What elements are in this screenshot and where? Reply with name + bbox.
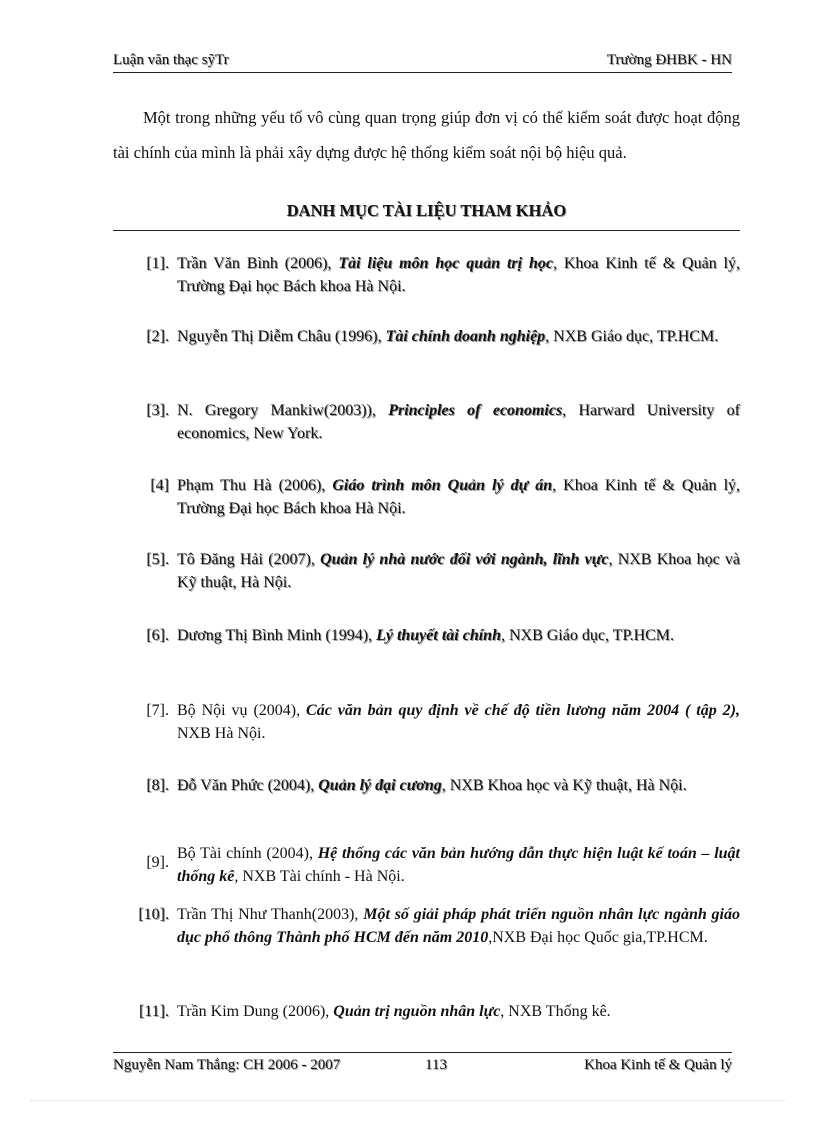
reference-author: N. Gregory Mankiw(2003)),: [177, 402, 389, 419]
page-bottom-divider: [30, 1100, 786, 1101]
reference-title: Quản lý đại cương: [318, 777, 442, 794]
reference-number: [2].: [146, 328, 169, 345]
reference-number: [10].: [138, 906, 169, 923]
reference-number: [6].: [146, 627, 169, 644]
reference-author: Phạm Thu Hà (2006),: [177, 477, 333, 494]
reference-title: Các văn bản quy định về chế độ tiền lương năm 2004 ( tập 2),: [306, 702, 740, 719]
reference-title: Tài liệu môn học quản trị học: [338, 255, 553, 272]
reference-number: [8].: [146, 777, 169, 794]
reference-title: Principles of economics: [388, 402, 563, 419]
reference-title: Tài chính doanh nghiệp: [385, 328, 546, 345]
reference-number: [1].: [146, 255, 169, 272]
reference-author: Dương Thị Bình Minh (1994),: [177, 627, 377, 644]
reference-title: Lý thuyết tài chính: [376, 627, 501, 644]
reference-number: [3].: [146, 402, 169, 419]
reference-number: [11].: [138, 1003, 169, 1020]
reference-publisher: , Khoa Kinh tế & Quản lý, Trường Đại học Bách khoa Hà Nội.: [177, 255, 741, 295]
footer-author: Nguyễn Nam Thắng: CH 2006 - 2007: [113, 1057, 341, 1073]
reference-publisher: , NXB Thống kê.: [500, 1003, 611, 1020]
reference-publisher: , NXB Khoa học và Kỹ thuật, Hà Nội.: [441, 777, 687, 794]
reference-author: Trần Thị Như Thanh(2003),: [177, 906, 364, 923]
reference-author: Tô Đăng Hải (2007),: [177, 551, 321, 568]
reference-publisher: , NXB Tài chính - Hà Nội.: [234, 868, 405, 885]
reference-title: Quản lý nhà nước đối với ngành, lĩnh vực: [320, 551, 609, 568]
footer-faculty: Khoa Kinh tế & Quản lý: [584, 1057, 732, 1073]
reference-publisher: ,NXB Đại học Quốc gia,TP.HCM.: [488, 929, 708, 946]
reference-publisher: , Khoa Kinh tế & Quản lý, Trường Đại học Bách khoa Hà Nội.: [177, 477, 741, 517]
reference-author: Trần Văn Bình (2006),: [177, 255, 339, 272]
reference-title: Một số giải pháp phát triển nguồn nhân lực ngành giáo dục phổ thông Thành phố HCM đến năm 2010: [177, 906, 741, 946]
reference-title: Quản trị nguồn nhân lực: [333, 1003, 501, 1020]
reference-title: Giáo trình môn Quản lý dự án: [332, 477, 553, 494]
reference-publisher: , NXB Giáo dục, TP.HCM.: [545, 328, 719, 345]
reference-title: Hệ thống các văn bản hướng dẫn thực hiện luật kế toán – luật thống kê: [177, 845, 741, 885]
reference-publisher: NXB Hà Nội.: [177, 725, 266, 742]
reference-author: Trần Kim Dung (2006),: [177, 1003, 334, 1020]
header-university: Trường ĐHBK - HN: [606, 52, 732, 68]
reference-author: Bộ Nội vụ (2004),: [177, 702, 307, 719]
reference-list: [113, 0, 740, 1040]
reference-number: [5].: [146, 551, 169, 568]
intro-text: Một trong những yếu tố vô cùng quan trọng giúp đơn vị có thể kiểm soát được hoạt động tài chính của mình là phải xây dựng được hệ thống kiểm soát nội bộ hiệu quả.: [113, 108, 740, 162]
header-thesis-label: Luận văn thạc sỹTr: [113, 52, 229, 68]
reference-author: Đỗ Văn Phức (2004),: [177, 777, 319, 794]
page-footer: [113, 1052, 732, 1079]
section-title: DANH MỤC TÀI LIỆU THAM KHẢO: [286, 201, 567, 220]
reference-publisher: , Harward University of economics, New York.: [177, 402, 741, 442]
reference-author: Bộ Tài chính (2004),: [177, 845, 318, 862]
reference-number: [4]: [150, 477, 169, 494]
reference-number: [9].: [146, 854, 169, 871]
reference-publisher: , NXB Giáo dục, TP.HCM.: [500, 627, 675, 644]
page-number: 113: [425, 1057, 447, 1073]
reference-publisher: , NXB Khoa học và Kỹ thuật, Hà Nội.: [177, 551, 740, 591]
reference-author: Nguyễn Thị Diễm Châu (1996),: [177, 328, 386, 345]
reference-number: [7].: [146, 702, 169, 719]
